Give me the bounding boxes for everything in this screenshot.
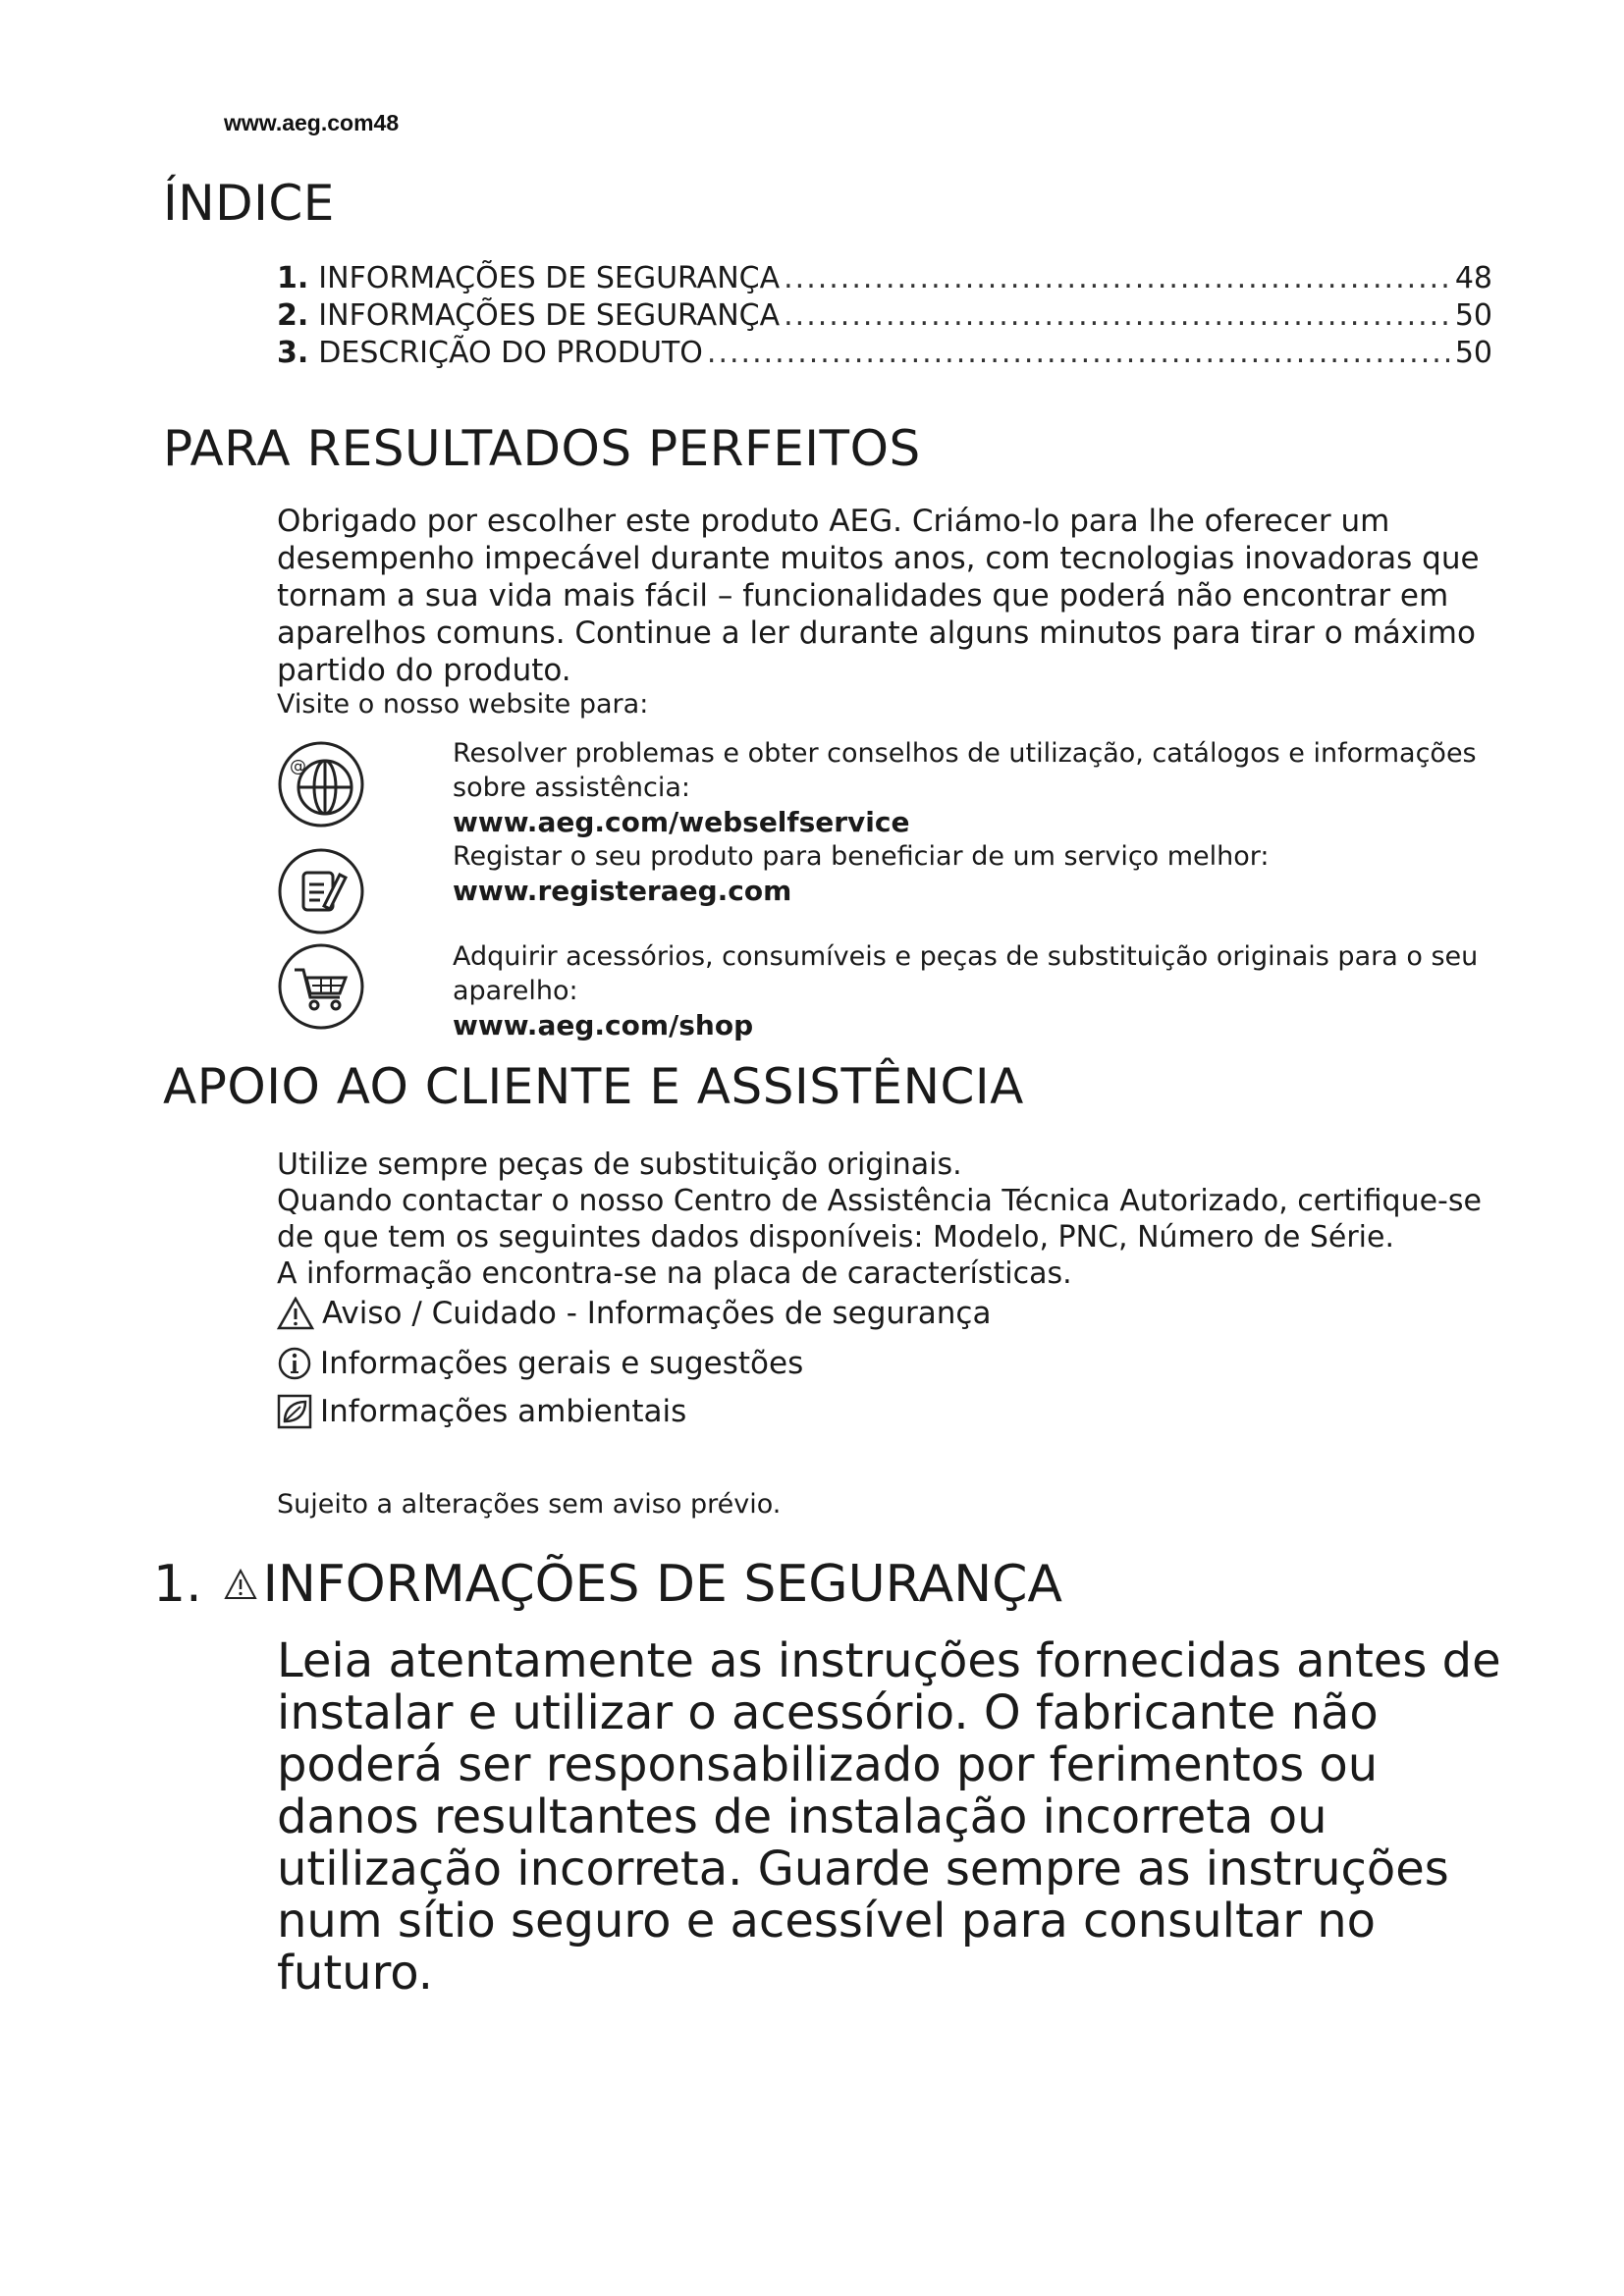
toc-leader	[784, 261, 1451, 295]
register-icon	[277, 847, 365, 935]
legend-label: Informações ambientais	[320, 1394, 687, 1429]
toc-item-number: 3.	[277, 336, 309, 370]
legend-item	[277, 1296, 991, 1331]
section-1-title	[153, 1555, 1062, 1614]
header-url: www.aeg.com48	[224, 110, 400, 135]
support-body	[277, 1147, 1494, 1292]
toc-item[interactable]	[277, 298, 1492, 336]
service-link[interactable]: www.registeraeg.com	[453, 875, 792, 907]
warning-icon	[224, 1569, 257, 1600]
legend-label: Aviso / Cuidado - Informações de segurança	[322, 1296, 992, 1331]
section-number: 1.	[153, 1555, 202, 1614]
section-1-body: Leia atentamente as instruções fornecidas antes de instalar e utilizar o acessório. O fabricante não poderá ser responsabilizado por ferimentos ou danos resultantes de instalação incorreta ou utilização incorreta. Guarde sempre as instruções num sítio seguro e acessível para consultar no futuro.	[277, 1633, 1501, 2001]
svg-text:@: @	[290, 757, 306, 776]
toc-item-page: 48	[1454, 261, 1492, 295]
toc-item-number: 1.	[277, 261, 309, 295]
toc-item-label: INFORMAÇÕES DE SEGURANÇA	[318, 261, 781, 295]
environment-icon	[277, 1394, 312, 1429]
support-line: Utilize sempre peças de substituição originais.	[277, 1148, 962, 1182]
section-title-text: INFORMAÇÕES DE SEGURANÇA	[262, 1555, 1063, 1614]
toc-item-page: 50	[1454, 298, 1492, 333]
visit-text: Visite o nosso website para:	[277, 689, 649, 720]
toc-item[interactable]	[277, 336, 1492, 373]
service-link[interactable]: www.aeg.com/webselfservice	[453, 806, 910, 838]
toc-leader	[784, 298, 1451, 333]
service-description: Registar o seu produto para beneficiar de um serviço melhor:	[453, 841, 1270, 872]
toc-item[interactable]	[277, 261, 1492, 298]
subject-to-change-note: Sujeito a alterações sem aviso prévio.	[277, 1489, 782, 1520]
service-description: Resolver problemas e obter conselhos de utilização, catálogos e informações sobre assistência:	[453, 738, 1477, 803]
service-item	[453, 939, 1493, 1043]
legend-item	[277, 1346, 803, 1381]
toc-item-number: 2.	[277, 298, 309, 333]
cart-icon	[277, 942, 365, 1031]
service-description: Adquirir acessórios, consumíveis e peças de substituição originais para o seu aparelho:	[453, 941, 1479, 1006]
toc-leader	[707, 336, 1451, 370]
service-item	[453, 736, 1493, 840]
index-title: ÍNDICE	[163, 175, 335, 232]
toc-item-page: 50	[1454, 336, 1492, 370]
info-icon	[277, 1346, 312, 1381]
perfect-results-body: Obrigado por escolher este produto AEG. Criámo-lo para lhe oferecer um desempenho impecável durante muitos anos, com tecnologias inovadoras que tornam a sua vida mais fácil – funcionalidades que poderá não encontrar em aparelhos comuns. Continue a ler durante alguns minutos para tirar o máximo partido do produto.	[277, 504, 1480, 688]
table-of-contents	[277, 261, 1492, 373]
support-line: Quando contactar o nosso Centro de Assistência Técnica Autorizado, certifique-se de que tem os seguintes dados disponíveis: Modelo, PNC, Número de Série.	[277, 1184, 1482, 1255]
legend-item	[277, 1394, 686, 1429]
toc-item-label: DESCRIÇÃO DO PRODUTO	[318, 336, 703, 370]
support-title: APOIO AO CLIENTE E ASSISTÊNCIA	[163, 1058, 1024, 1115]
legend-label: Informações gerais e sugestões	[320, 1346, 804, 1381]
globe-icon	[277, 740, 365, 828]
service-link[interactable]: www.aeg.com/shop	[453, 1009, 754, 1041]
warning-icon	[277, 1297, 314, 1330]
toc-item-label: INFORMAÇÕES DE SEGURANÇA	[318, 298, 781, 333]
service-item	[453, 839, 1493, 909]
perfect-results-title: PARA RESULTADOS PERFEITOS	[163, 420, 921, 477]
support-line: A informação encontra-se na placa de características.	[277, 1256, 1072, 1291]
